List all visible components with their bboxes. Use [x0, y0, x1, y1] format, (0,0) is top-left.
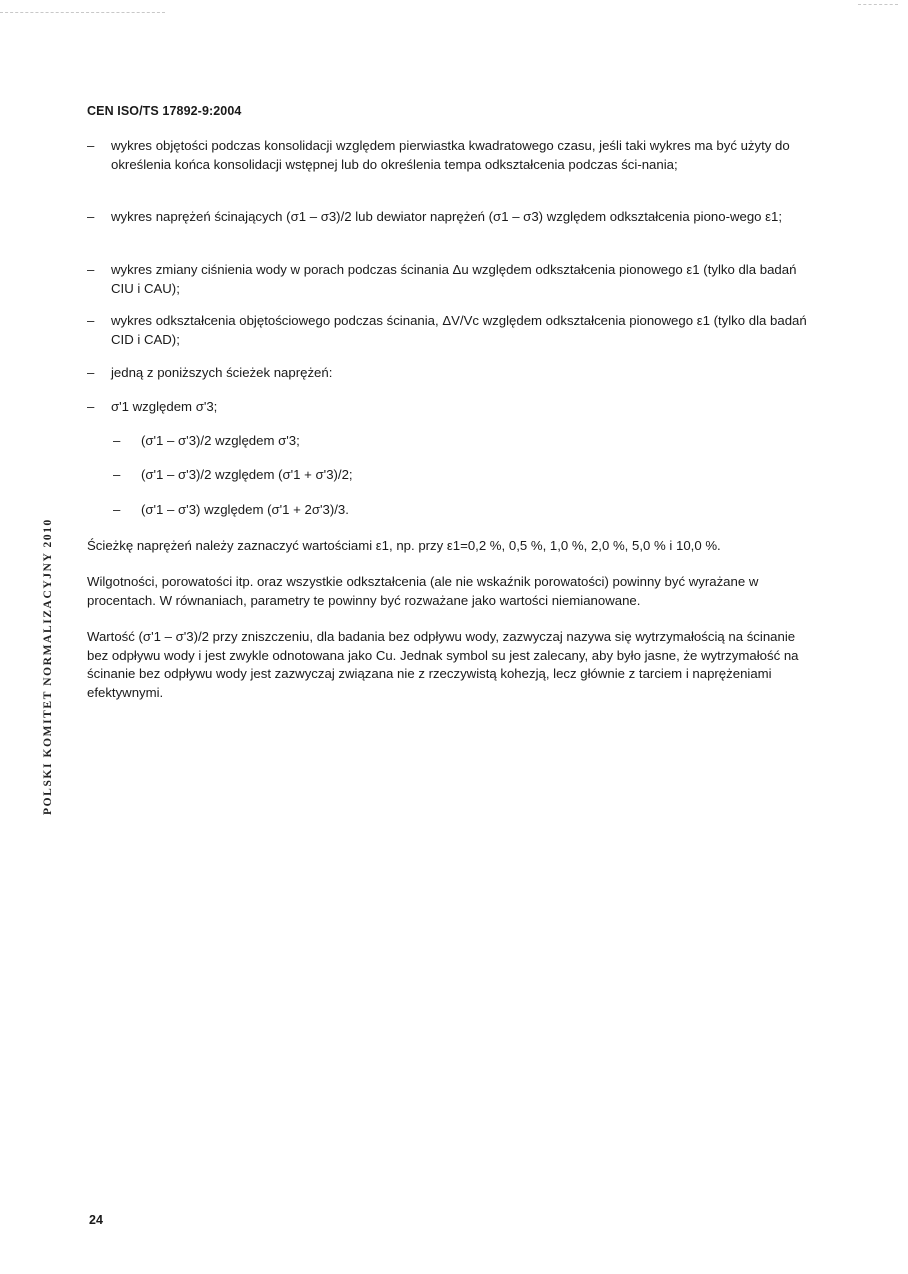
list-item-text: σ'1 względem σ'3; — [111, 399, 218, 414]
paragraph-undrained-strength: Wartość (σ'1 – σ'3)/2 przy zniszczeniu, dla badania bez odpływu wody, zazwyczaj nazywa się wytrzymałością na ścinanie bez odpływu wody i jest zwykle odnotowana jako Cu. Jednak symbol su jest zalecany, aby było jasne, że wytrzymałość na ścinanie bez odpływu wody jest zazwyczaj związana nie z rzeczywistą kohezją, lecz głównie z tarciem i naprężeniami efektywnymi. — [87, 629, 799, 700]
sub-list-item-text: (σ'1 – σ'3) względem (σ'1 + 2σ'3)/3. — [141, 502, 349, 517]
list-item — [87, 398, 807, 417]
paragraph-units: Wilgotności, porowatości itp. oraz wszystkie odkształcenia (ale nie wskaźnik porowatości) powinny być wyrażane w procentach. W równaniach, parametry te powinny być rozważane jako wartości niemianowane. — [87, 574, 759, 608]
sub-list-item — [113, 466, 803, 485]
sub-list-item — [113, 432, 803, 451]
list-dash: – — [113, 433, 121, 448]
page-number: 24 — [89, 1213, 103, 1227]
list-dash: – — [87, 262, 95, 277]
list-item-text: wykres objętości podczas konsolidacji względem pierwiastka kwadratowego czasu, jeśli taki wykres ma być użyty do określenia końca konsolidacji wstępnej lub do określenia tempa odkształcenia podczas ści-nania; — [111, 138, 790, 172]
sub-list-item-text: (σ'1 – σ'3)/2 względem (σ'1 + σ'3)/2; — [141, 467, 353, 482]
list-dash: – — [113, 502, 121, 517]
list-item-text: wykres naprężeń ścinających (σ1 – σ3)/2 lub dewiator naprężeń (σ1 – σ3) względem odkształcenia piono-wego ε1; — [111, 209, 783, 224]
list-dash: – — [87, 313, 95, 328]
list-dash: – — [87, 399, 95, 414]
paragraph-stress-path: Ścieżkę naprężeń należy zaznaczyć wartościami ε1, np. przy ε1=0,2 %, 0,5 %, 1,0 %, 2,0 %, 5,0 % i 10,0 %. — [87, 538, 721, 553]
sub-list-item-text: (σ'1 – σ'3)/2 względem σ'3; — [141, 433, 300, 448]
list-dash: – — [87, 365, 95, 380]
list-dash: – — [87, 209, 95, 224]
list-item — [87, 137, 807, 174]
list-item — [87, 312, 807, 349]
sub-list-item — [113, 501, 803, 520]
list-item — [87, 364, 807, 383]
scan-artifact-top-left — [0, 12, 165, 13]
side-watermark-stamp: POLSKI KOMITET NORMALIZACYJNY 2010 — [42, 518, 54, 815]
document-header: CEN ISO/TS 17892-9:2004 — [87, 104, 242, 118]
list-dash: – — [87, 138, 95, 153]
scan-artifact-top-right — [858, 4, 898, 5]
list-item — [87, 208, 807, 227]
list-item-text: jedną z poniższych ścieżek naprężeń: — [111, 365, 333, 380]
list-item-text: wykres zmiany ciśnienia wody w porach podczas ścinania Δu względem odkształcenia pionowego ε1 (tylko dla badań CIU i CAU); — [111, 262, 797, 296]
list-item — [87, 261, 807, 298]
list-item-text: wykres odkształcenia objętościowego podczas ścinania, ΔV/Vc względem odkształcenia pionowego ε1 (tylko dla badań CID i CAD); — [111, 313, 807, 347]
list-dash: – — [113, 467, 121, 482]
